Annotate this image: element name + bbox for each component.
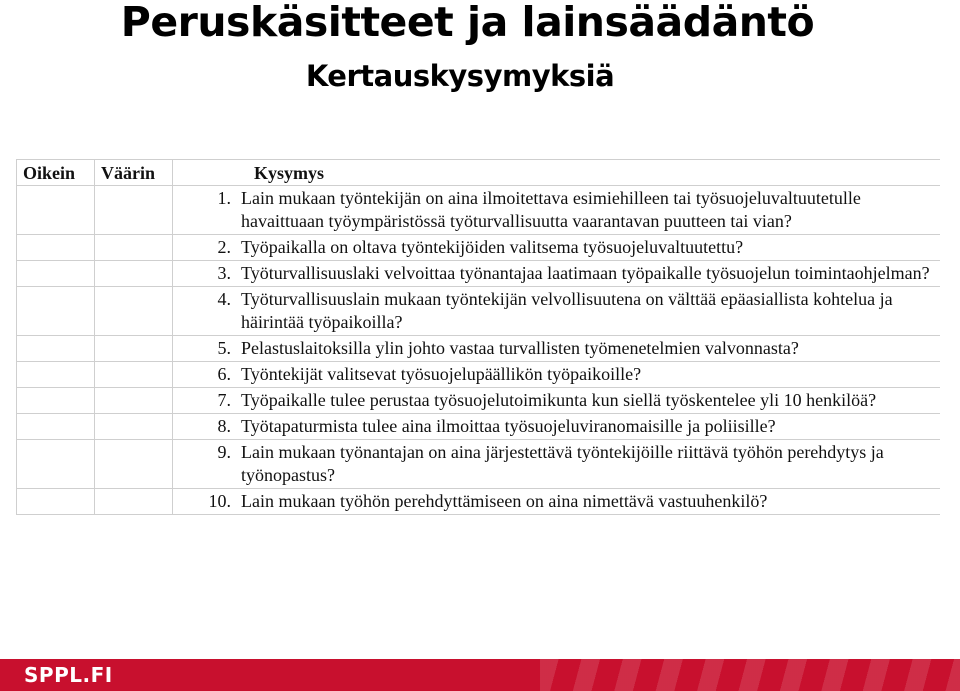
table-row — [17, 388, 941, 414]
question-text: Työturvallisuuslaki velvoittaa työnantajaa laatimaan työpaikalle työsuojelun toimintaohjelman? — [241, 263, 930, 283]
question-text: Työturvallisuuslain mukaan työntekijän velvollisuutena on välttää epäasiallista kohtelua ja häirintää työpaikoilla? — [241, 289, 893, 332]
vaarin-answer-cell[interactable] — [95, 440, 173, 489]
question-item — [179, 262, 934, 285]
table-row — [17, 287, 941, 336]
oikein-answer-cell[interactable] — [17, 489, 95, 515]
oikein-answer-cell[interactable] — [17, 235, 95, 261]
question-item — [179, 490, 934, 513]
table-row — [17, 336, 941, 362]
oikein-answer-cell[interactable] — [17, 261, 95, 287]
oikein-answer-cell[interactable] — [17, 287, 95, 336]
table-header-row — [17, 160, 941, 186]
question-number: 8. — [217, 416, 231, 436]
header-oikein: Oikein — [17, 160, 95, 186]
question-cell — [173, 388, 941, 414]
page-subtitle: Kertauskysymyksiä — [305, 59, 615, 93]
question-number: 6. — [217, 364, 231, 384]
table-row — [17, 261, 941, 287]
oikein-answer-cell[interactable] — [17, 336, 95, 362]
oikein-answer-cell[interactable] — [17, 414, 95, 440]
vaarin-answer-cell[interactable] — [95, 489, 173, 515]
question-text: Lain mukaan työntekijän on aina ilmoitettava esimiehilleen tai työsuojeluvaltuutetulle havaittuaan työympäristössä työturvallisuutta vaarantavan puutteen tai vian? — [241, 188, 861, 231]
footer-logo: SPPL.FI — [24, 663, 113, 687]
question-number: 9. — [217, 442, 231, 462]
question-number: 10. — [208, 491, 231, 511]
vaarin-answer-cell[interactable] — [95, 287, 173, 336]
vaarin-answer-cell[interactable] — [95, 388, 173, 414]
question-cell — [173, 489, 941, 515]
question-cell — [173, 287, 941, 336]
vaarin-answer-cell[interactable] — [95, 336, 173, 362]
question-list — [17, 186, 941, 515]
vaarin-answer-cell[interactable] — [95, 362, 173, 388]
header-vaarin: Väärin — [95, 160, 173, 186]
oikein-answer-cell[interactable] — [17, 440, 95, 489]
question-text: Työpaikalla on oltava työntekijöiden valitsema työsuojeluvaltuutettu? — [241, 237, 744, 257]
oikein-answer-cell[interactable] — [17, 186, 95, 235]
question-number: 2. — [217, 237, 231, 257]
question-item — [179, 441, 934, 487]
question-item — [179, 363, 934, 386]
question-text: Lain mukaan työhön perehdyttämiseen on aina nimettävä vastuuhenkilö? — [241, 491, 768, 511]
question-item — [179, 415, 934, 438]
question-number: 3. — [217, 263, 231, 283]
question-cell — [173, 362, 941, 388]
question-table — [16, 159, 940, 515]
vaarin-answer-cell[interactable] — [95, 186, 173, 235]
question-number: 1. — [217, 188, 231, 208]
question-text: Lain mukaan työnantajan on aina järjestettävä työntekijöille riittävä työhön perehdytys ja työnopastus? — [241, 442, 884, 485]
footer-decoration — [540, 659, 960, 691]
oikein-answer-cell[interactable] — [17, 362, 95, 388]
page-title: Peruskäsitteet ja lainsäädäntö — [120, 0, 815, 46]
table-row — [17, 235, 941, 261]
header-kysymys: Kysymys — [173, 160, 941, 186]
question-cell — [173, 414, 941, 440]
oikein-answer-cell[interactable] — [17, 388, 95, 414]
question-item — [179, 187, 934, 233]
question-cell — [173, 261, 941, 287]
table-row — [17, 414, 941, 440]
question-cell — [173, 235, 941, 261]
question-text: Pelastuslaitoksilla ylin johto vastaa turvallisten työmenetelmien valvonnasta? — [241, 338, 799, 358]
question-text: Työpaikalle tulee perustaa työsuojelutoimikunta kun siellä työskentelee yli 10 henkilöä? — [241, 390, 877, 410]
table-row — [17, 186, 941, 235]
question-cell — [173, 440, 941, 489]
question-number: 7. — [217, 390, 231, 410]
question-cell — [173, 186, 941, 235]
question-cell — [173, 336, 941, 362]
question-item — [179, 389, 934, 412]
footer-bar — [0, 659, 960, 691]
table-row — [17, 440, 941, 489]
question-text: Työntekijät valitsevat työsuojelupäällikön työpaikoille? — [241, 364, 642, 384]
question-number: 4. — [217, 289, 231, 309]
question-number: 5. — [217, 338, 231, 358]
question-text: Työtapaturmista tulee aina ilmoittaa työsuojeluviranomaisille ja poliisille? — [241, 416, 776, 436]
question-item — [179, 236, 934, 259]
question-item — [179, 337, 934, 360]
question-item — [179, 288, 934, 334]
vaarin-answer-cell[interactable] — [95, 261, 173, 287]
vaarin-answer-cell[interactable] — [95, 414, 173, 440]
table-row — [17, 489, 941, 515]
vaarin-answer-cell[interactable] — [95, 235, 173, 261]
table-row — [17, 362, 941, 388]
